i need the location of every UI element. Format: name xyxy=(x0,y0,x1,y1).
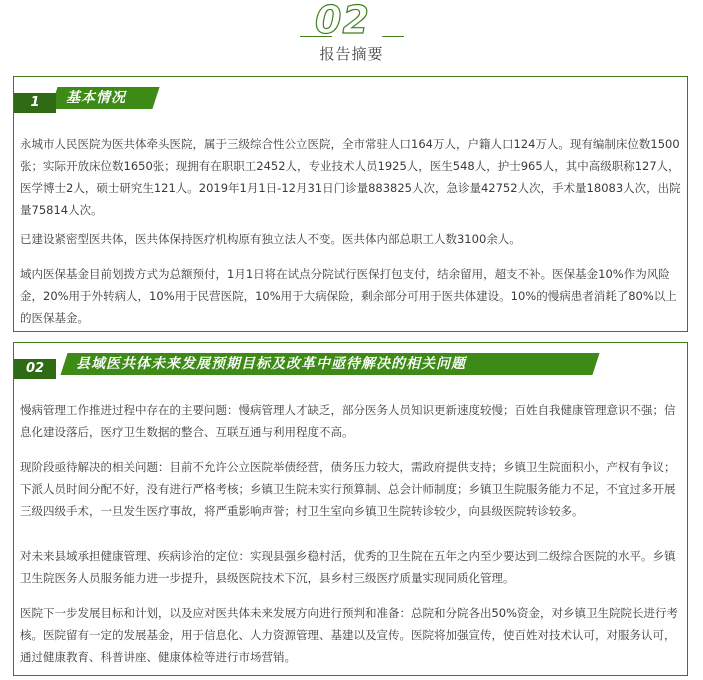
paragraph: 医院下一步发展目标和计划，以及应对医共体未来发展方向进行预判和准备：总院和分院各出50%资金，对乡镇卫生院院长进行考核。医院留有一定的发展基金，用于信息化、人力资源管理、基建以及宣传。医院将加强宣传，使百姓对技术认可，对服务认可，通过健康教育、科普讲座、健康体检等进行市场营销。 xyxy=(20,606,679,664)
paragraph: 永城市人民医院为医共体牵头医院，属于三级综合性公立医院，全市常驻人口164万人，户籍人口124万人。现有编制床位数1500张；实际开放床位数1650张；现拥有在职职工2452人，专业技术人员1925人，医生548人，护士965人，其中高级职称127人，医学博士2人，硕士研究生121人。2019年1月1日-12月31日门诊量883825人次，急诊量42752人次，手术量18083人次，出院量75814人次。 xyxy=(20,137,681,217)
section-future-goals xyxy=(13,342,688,676)
paragraph: 已建设紧密型医共体，医共体保持医疗机构原有独立法人不变。医共体内部总职工人数3100余人。 xyxy=(20,232,521,246)
section-number: 02 xyxy=(315,0,370,42)
page-subtitle: 报告摘要 xyxy=(319,45,384,63)
section-title-banner xyxy=(60,353,599,375)
section-title-banner xyxy=(50,87,159,109)
paragraph: 对未来县域承担健康管理、疾病诊治的定位：实现县强乡稳村活，优秀的卫生院在五年之内至少要达到二级综合医院的水平。乡镇卫生院医务人员服务能力进一步提升，县级医院技术下沉，县乡村三级医疗质量实现同质化管理。 xyxy=(20,549,676,585)
section-number-badge: 1 xyxy=(14,93,56,113)
paragraph: 域内医保基金目前划拨方式为总额预付，1月1日将在试点分院试行医保打包支付，结余留用，超支不补。医保基金10%作为风险金，20%用于外转病人，10%用于民营医院，10%用于大病保险，剩余部分可用于医共体建设。10%的慢病患者消耗了80%以上的医保基金。 xyxy=(20,267,677,325)
section-title: 县域医共体未来发展预期目标及改革中亟待解决的相关问题 xyxy=(76,356,466,372)
paragraph: 现阶段亟待解决的相关问题：目前不允许公立医院举债经营，债务压力较大，需政府提供支持；乡镇卫生院面积小，产权有争议；下派人员时间分配不好，没有进行严格考核；乡镇卫生院未实行预算制、总会计师制度；乡镇卫生院服务能力不足，不宜过多开展三级四级手术，一旦发生医疗事故，将严重影响声誉；村卫生室向乡镇卫生院转诊较少，向县级医院转诊较多。 xyxy=(20,460,676,518)
section-title: 基本情况 xyxy=(66,90,126,106)
section-basic-info xyxy=(13,76,688,332)
paragraph: 慢病管理工作推进过程中存在的主要问题：慢病管理人才缺乏，部分医务人员知识更新速度较慢；百姓自我健康管理意识不强；信息化建设落后，医疗卫生数据的整合、互联互通与利用程度不高。 xyxy=(20,403,676,439)
section-number-badge: 02 xyxy=(14,359,56,379)
header-line-right xyxy=(382,36,404,37)
report-header xyxy=(0,0,703,66)
